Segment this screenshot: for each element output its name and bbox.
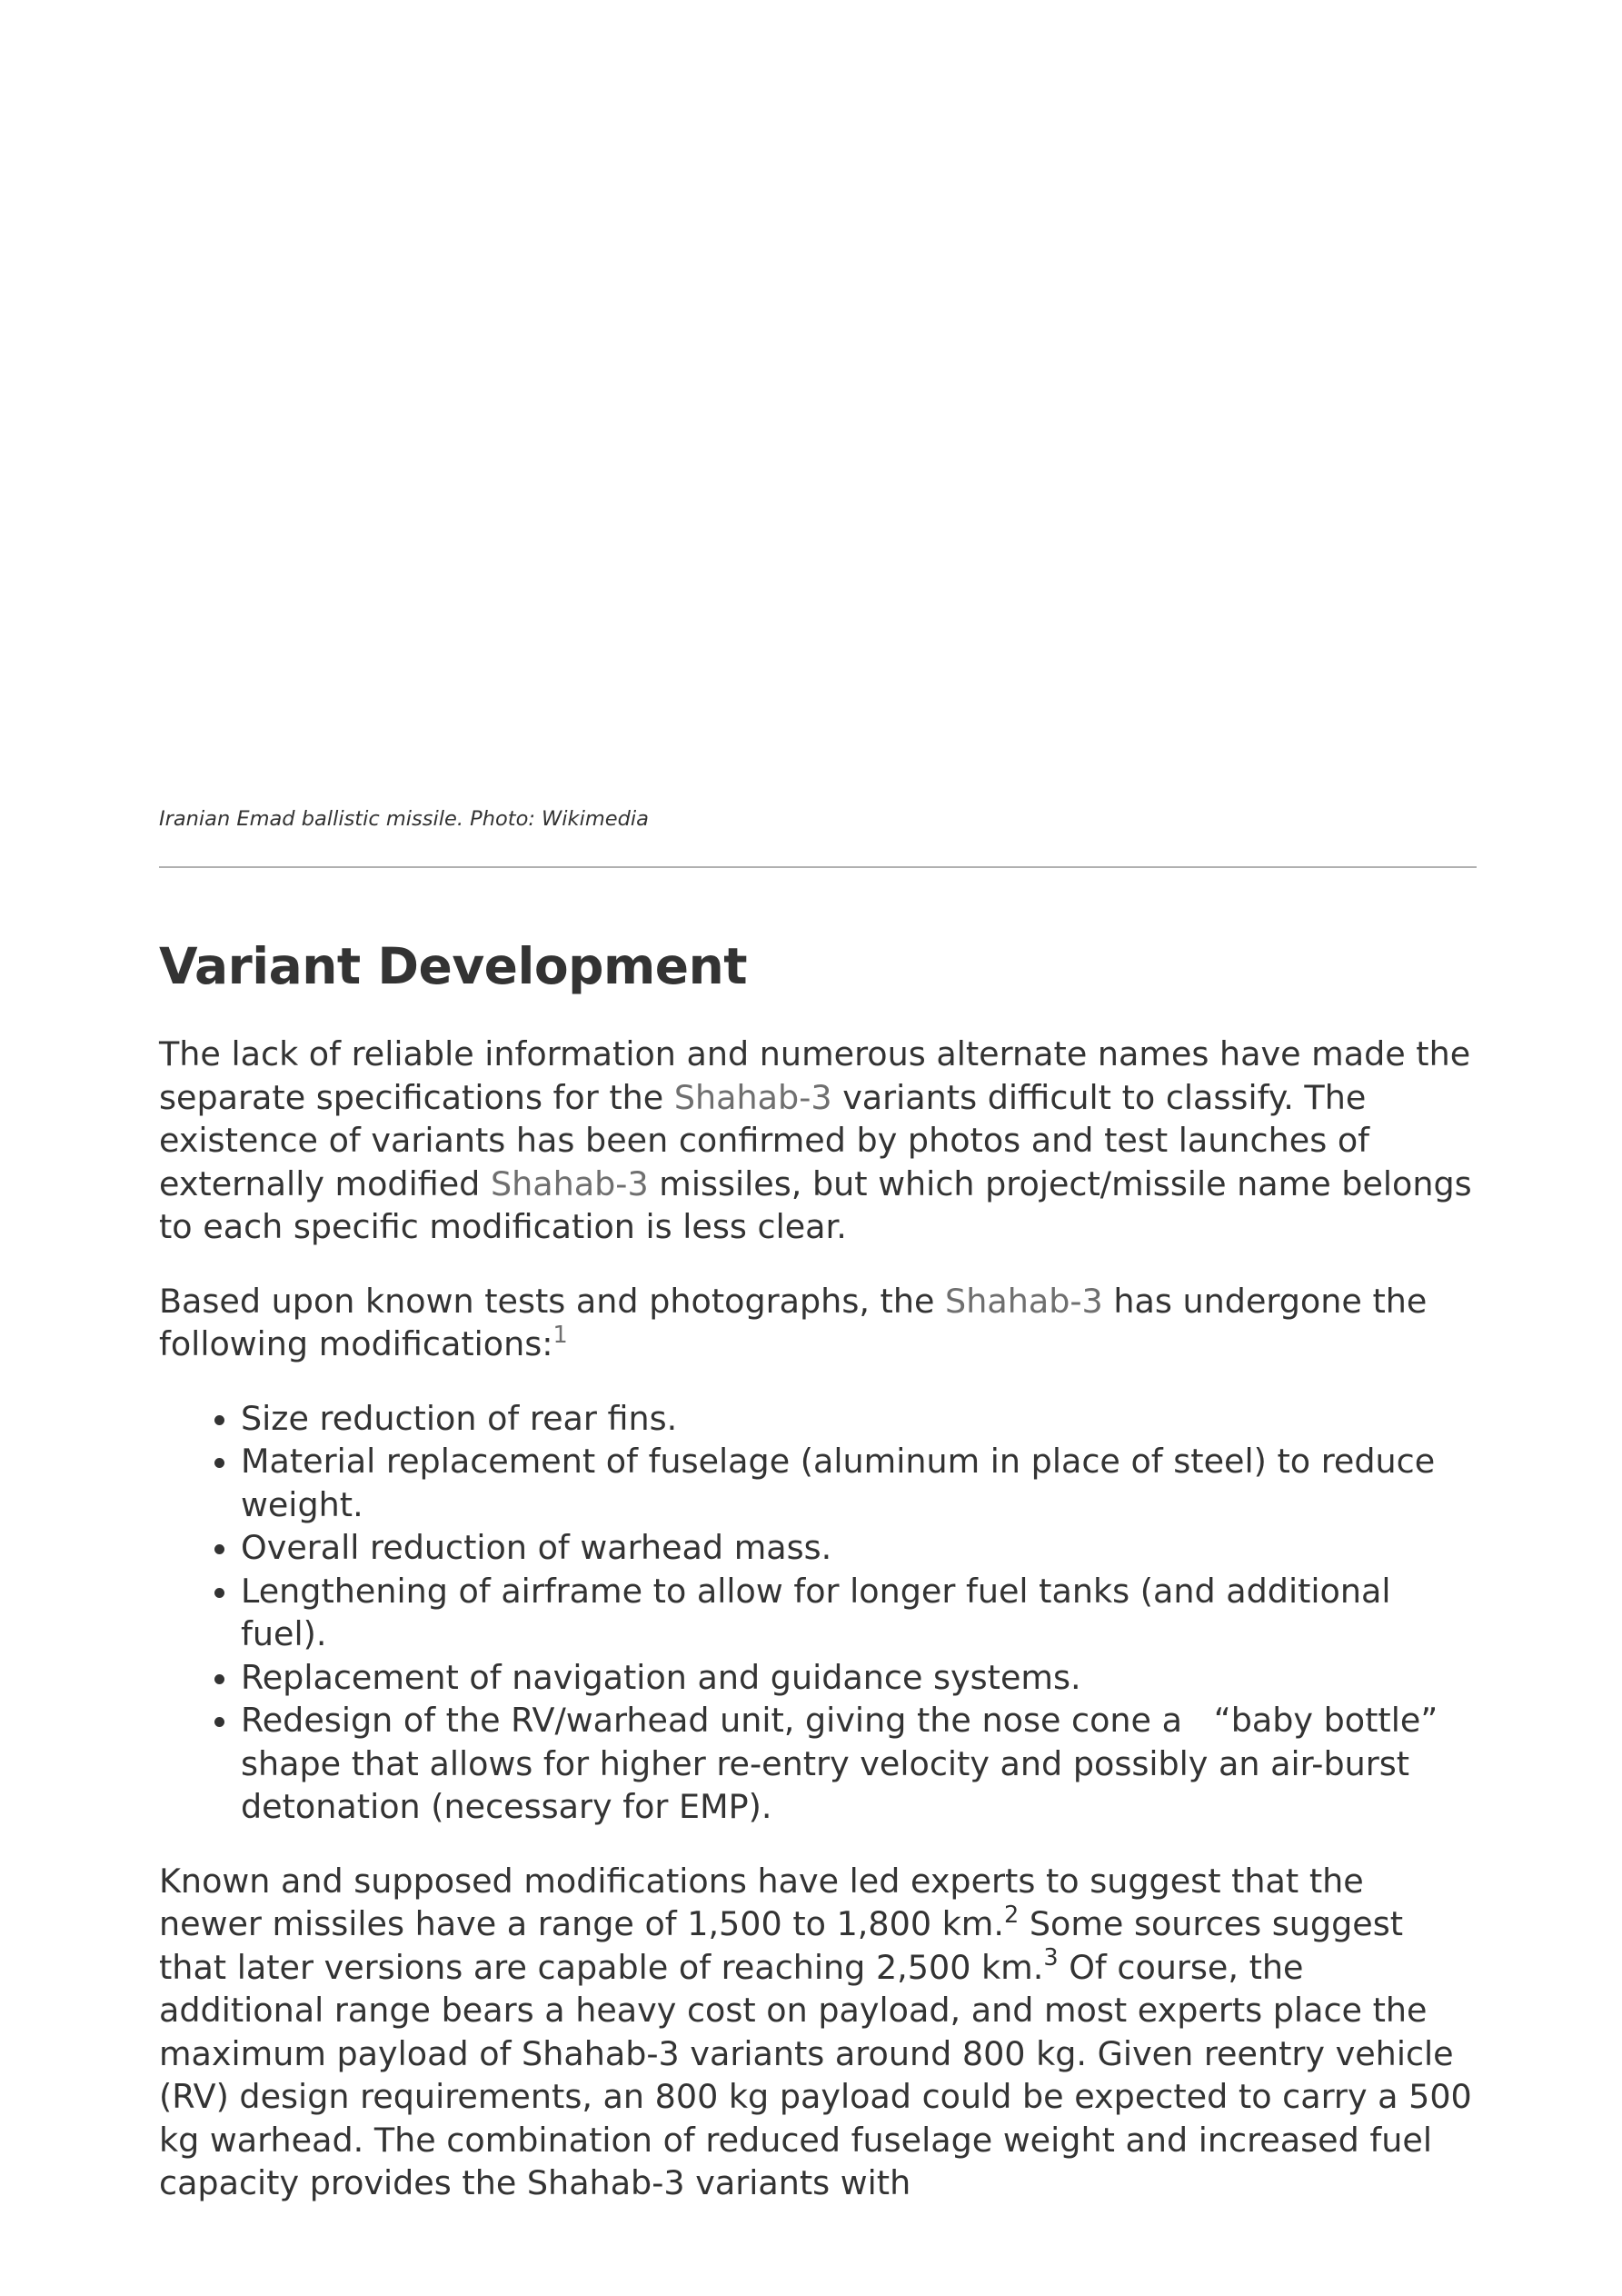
section-divider [159, 866, 1477, 868]
article-body [159, 936, 1477, 2236]
paragraph-2-text-2: has undergone the following modifications: [159, 1281, 1428, 1363]
shahab-3-link[interactable]: Shahab-3 [945, 1281, 1103, 1321]
list-item: • Lengthening of airframe to allow for longer fuel tanks (and additional fuel). [241, 1570, 1477, 1656]
paragraph-1 [159, 1033, 1477, 1249]
footnote-ref-1[interactable]: 1 [552, 1321, 568, 1349]
paragraph-3 [159, 1860, 1477, 2205]
paragraph-3-text-2: Some sources suggest that later versions are capable of reaching 2,500 km. [159, 1904, 1404, 1987]
paragraph-1-text-1: The lack of reliable information and numerous alternate names have made the separate specifications for the [159, 1034, 1471, 1117]
shahab-3-link[interactable]: Shahab-3 [673, 1077, 832, 1117]
list-item: • Redesign of the RV/warhead unit, giving the nose cone a “baby bottle” shape that allows for higher re-entry velocity and possibly an air-burst detonation (necessary for EMP). [241, 1699, 1477, 1829]
list-item: • Overall reduction of warhead mass. [241, 1526, 1477, 1570]
paragraph-3-text-1: Known and supposed modifications have led experts to suggest that the newer missiles have a range of 1,500 to 1,800 km. [159, 1861, 1364, 1943]
paragraph-3-text-3: Of course, the additional range bears a heavy cost on payload, and most experts place the maximum payload of Shahab-3 variants around 800 kg. Given reentry vehicle (RV) design requirements, an 800 kg payload could be expected to carry a 500 kg warhead. The combination of reduced fuselage weight and increased fuel capacity provides the Shahab-3 variants with [159, 1947, 1472, 2202]
section-heading: Variant Development [159, 937, 748, 995]
list-item: • Material replacement of fuselage (aluminum in place of steel) to reduce weight. [241, 1440, 1477, 1526]
footnote-ref-2[interactable]: 2 [1003, 1901, 1020, 1929]
paragraph-1-text-2: variants difficult to classify. The existence of variants has been confirmed by photos and test launches of externally modified [159, 1077, 1370, 1203]
list-item: • Size reduction of rear fins. [241, 1397, 1477, 1441]
shahab-3-link[interactable]: Shahab-3 [490, 1163, 649, 1203]
list-item: • Replacement of navigation and guidance systems. [241, 1656, 1477, 1700]
missile-photo [159, 0, 1477, 782]
modifications-list [159, 1397, 1477, 1829]
paragraph-2 [159, 1280, 1477, 1366]
footnote-ref-3[interactable]: 3 [1043, 1944, 1059, 1972]
paragraph-1-text-3: missiles, but which project/missile name belongs to each specific modification is less clear. [159, 1163, 1472, 1246]
photo-caption: Iranian Emad ballistic missile. Photo: Wikimedia [159, 807, 649, 831]
paragraph-2-text-1: Based upon known tests and photographs, the [159, 1281, 946, 1321]
